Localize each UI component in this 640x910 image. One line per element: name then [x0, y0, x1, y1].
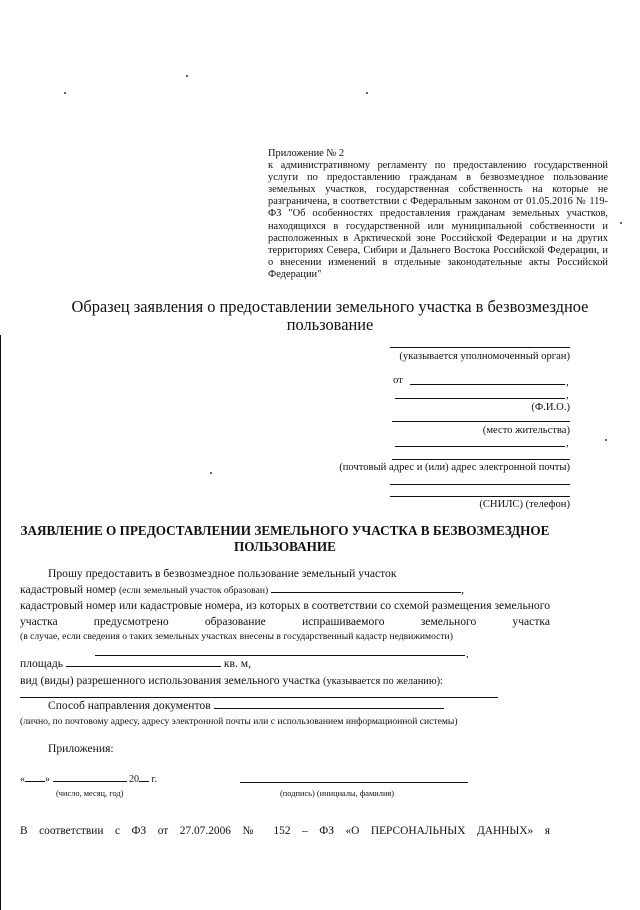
delivery-label: Способ направления документов	[48, 699, 211, 712]
signature-caption: (подпись) (инициалы, фамилия)	[280, 789, 395, 798]
snils-caption: (СНИЛС) (телефон)	[479, 499, 570, 510]
fio-line-2	[395, 398, 565, 399]
date-caption: (число, месяц, год)	[56, 789, 124, 798]
day-field[interactable]	[25, 771, 45, 782]
source-numbers-note-wrap	[20, 630, 550, 644]
footer-consent: В соответствии с ФЗ от 27.07.2006 № 152 – ФЗ «О ПЕРСОНАЛЬНЫХ ДАННЫХ» я	[20, 825, 550, 837]
source-numbers-text: кадастровый номер или кадастровые номера, из которых в соответствии со схемой размещения земельного участка предусмотрено образование испрашиваемого земельного участка	[20, 599, 550, 628]
address-line-1	[395, 446, 565, 447]
authority-caption: (указывается уполномоченный орган)	[399, 351, 570, 362]
area-row	[20, 656, 251, 672]
date-open-quote: «	[20, 774, 25, 785]
scan-speck	[366, 92, 368, 94]
delivery-row	[48, 698, 444, 714]
area-label: площадь	[20, 657, 64, 670]
scan-speck	[210, 472, 212, 474]
use-label: вид (виды) разрешенного использования земельного участка	[20, 674, 321, 687]
snils-line-1	[390, 484, 570, 485]
scan-speck	[605, 439, 607, 441]
attachments-label: Приложения:	[48, 742, 114, 755]
appendix-body: к административному регламенту по предоставлению государственной услуги по предоставлению гражданам в безвозмездное пользование земельных участков, государственная собственность на которые не разграничена, в соответствии с Федеральным законом от 01.05.2016 № 119-ФЗ "Об особенностях предоставления гражданам земельных участков, находящихся в государственной или муниципальной собственности и расположенных в Арктической зоне Российской Федерации и на других территориях Севера, Сибири и Дальнего Востока Российской Федерации, и о внесении изменений в отдельные законодательные акты Российской Федерации"	[268, 160, 608, 280]
comma: ,	[466, 648, 469, 660]
sample-title: Образец заявления о предоставлении земельного участка в безвозмездное пользование	[71, 297, 589, 334]
delivery-field[interactable]	[214, 698, 444, 709]
comma: ,	[566, 376, 569, 388]
year-prefix: 20	[129, 774, 139, 785]
appendix-heading: Приложение № 2	[268, 148, 345, 159]
residence-caption: (место жительства)	[482, 425, 570, 436]
fio-caption: (Ф.И.О.)	[531, 402, 570, 413]
scan-speck	[186, 75, 188, 77]
application-title: ЗАЯВЛЕНИЕ О ПРЕДОСТАВЛЕНИИ ЗЕМЕЛЬНОГО УЧАСТКА В БЕЗВОЗМЕЗДНОЕ ПОЛЬЗОВАНИЕ	[20, 523, 550, 554]
use-row	[20, 673, 560, 690]
snils-line-2	[390, 496, 570, 497]
authority-line	[390, 347, 570, 348]
source-numbers-note: (в случае, если сведения о таких земельных участках внесены в государственный кадастр недвижимости)	[20, 631, 453, 642]
comma: ,	[566, 437, 569, 449]
cadastral-note: (если земельный участок образован)	[118, 585, 269, 596]
cadastral-label: кадастровый номер	[20, 583, 117, 596]
area-unit: кв. м,	[223, 657, 251, 670]
year-suffix: г.	[151, 774, 157, 785]
request-line: Прошу предоставить в безвозмездное пользование земельный участок	[48, 567, 397, 580]
cadastral-number-field[interactable]	[271, 582, 461, 593]
area-field[interactable]	[66, 656, 221, 667]
date-close-quote: »	[45, 774, 50, 785]
comma: ,	[566, 389, 569, 401]
appendix-block	[268, 148, 608, 281]
scan-speck	[620, 222, 622, 224]
signature-field[interactable]	[240, 782, 468, 783]
cadastral-row: кадастровый номер (если земельный участок образован) ,	[20, 583, 464, 596]
year-field[interactable]	[139, 771, 149, 782]
delivery-note: (лично, по почтовому адресу, адресу электронной почты или с использованием информационной системы)	[20, 716, 458, 727]
from-label: от	[393, 374, 403, 386]
scan-speck	[64, 92, 66, 94]
use-note: (указывается по желанию):	[323, 676, 443, 687]
form-frame-border	[0, 335, 1, 910]
address-caption: (почтовый адрес и (или) адрес электронной почты)	[339, 462, 570, 473]
from-line	[410, 384, 565, 385]
address-line-2	[392, 459, 570, 460]
month-field[interactable]	[53, 771, 127, 782]
residence-line	[392, 421, 570, 422]
